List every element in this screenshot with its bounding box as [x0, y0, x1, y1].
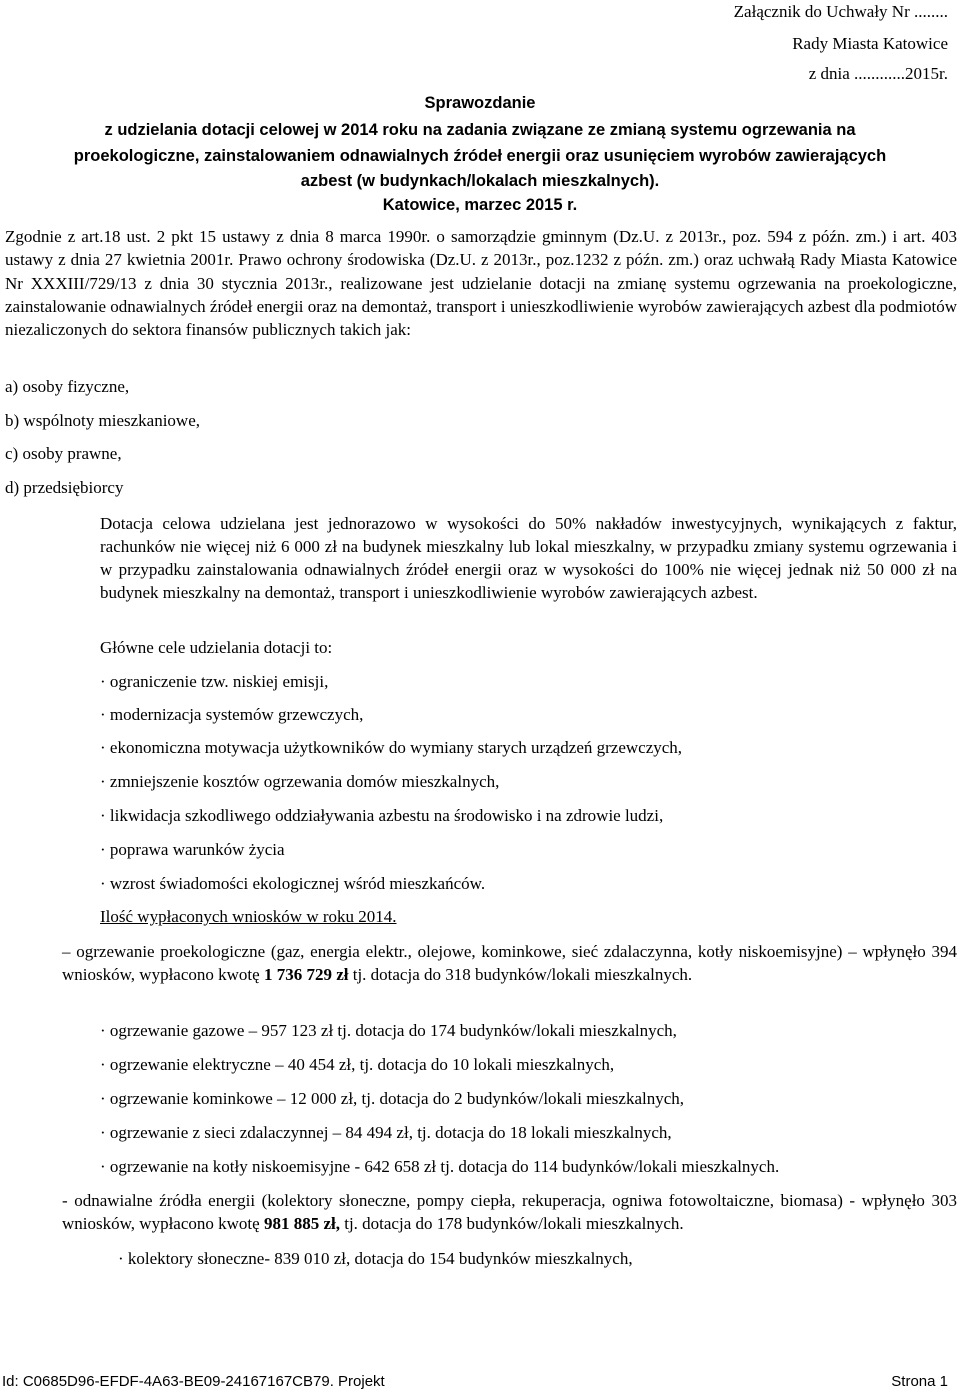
date-label: z dnia ............2015r. — [808, 64, 948, 83]
dotation-paragraph: Dotacja celowa udzielana jest jednorazowo w wysokości do 50% nakładów inwestycyjnych, wynikających z faktur, rachunków nie więcej niż 6 000 zł na budynek mieszkalny lub lokal mieszkalny, w przypadku zmiany systemu ogrzewania i w przypadku zainstalowania odnawialnych źródeł energii oraz w wysokości do 100% nie więcej jednak niż 50 000 zł na budynek mieszkalny na demontaż, transport i unieszkodliwienie wyrobów zawierających azbest. — [100, 514, 957, 602]
heating-summary — [62, 941, 957, 986]
report-title: Sprawozdanie — [424, 94, 536, 112]
goal-item: · wzrost świadomości ekologicznej wśród mieszkańców. — [100, 874, 486, 893]
goals-heading: Główne cele udzielania dotacji to: — [100, 638, 333, 657]
renewable-summary — [62, 1190, 957, 1235]
goal-item: · modernizacja systemów grzewczych, — [100, 705, 364, 724]
subject-item: c) osoby prawne, — [5, 444, 122, 463]
heating-summary-text: – ogrzewanie proekologiczne (gaz, energia elektr., olejowe, kominkowe, sieć zdalaczynna, kotły niskoemisyjne) – wpłynęło 394 wniosków, wypłacono kwotę — [62, 942, 957, 984]
report-subtitle-line1: z udzielania dotacji celowej w 2014 roku na zadania związane ze zmianą systemu ogrzewania na — [104, 121, 856, 139]
goal-item: · ekonomiczna motywacja użytkowników do wymiany starych urządzeń grzewczych, — [100, 738, 683, 757]
renewable-amount: 981 885 zł, — [263, 1213, 340, 1233]
goal-item: · likwidacja szkodliwego oddziaływania azbestu na środowisko i na zdrowie ludzi, — [100, 806, 664, 825]
renewable-item: · kolektory słoneczne- 839 010 zł, dotacja do 154 budynków mieszkalnych, — [118, 1249, 633, 1268]
renewable-summary-tail: tj. dotacja do 178 budynków/lokali mieszkalnych. — [339, 1213, 684, 1233]
heating-summary-tail: tj. dotacja do 318 budynków/lokali mieszkalnych. — [348, 964, 693, 984]
intro-paragraph: Zgodnie z art.18 ust. 2 pkt 15 ustawy z dnia 8 marca 1990r. o samorządzie gminnym (Dz.U. z 2013r., poz. 594 z późn. zm.) i art. 403 ustawy z dnia 27 kwietnia 2001r. Prawo ochrony środowiska (Dz.U. z 2013r., poz.1232 z późn. zm.) oraz uchwałą Rady Miasta Katowice Nr XXXIII/729/13 z dnia 30 stycznia 2013r., realizowane jest udzielanie dotacji na zmianę systemu ogrzewania na proekologiczne, zainstalowanie odnawialnych źródeł energii oraz na demontaż, transport i unieszkodliwienie wyrobów zawierających azbest dla podmiotów niezaliczonych do sektora finansów publicznych takich jak: — [5, 227, 957, 340]
heating-item: · ogrzewanie z sieci zdalaczynnej – 84 494 zł, tj. dotacja do 18 lokali mieszkalnych, — [100, 1123, 672, 1142]
heating-amount: 1 736 729 zł — [263, 964, 349, 984]
council-label: Rady Miasta Katowice — [792, 34, 948, 53]
page-number: Strona 1 — [891, 1373, 948, 1390]
goal-item: · poprawa warunków życia — [100, 840, 285, 859]
report-subtitle-line2: proekologiczne, zainstalowaniem odnawialnych źródeł energii oraz usunięciem wyrobów zawierających — [73, 147, 887, 165]
heating-item: · ogrzewanie gazowe – 957 123 zł tj. dotacja do 174 budynków/lokali mieszkalnych, — [100, 1021, 677, 1040]
subject-item: d) przedsiębiorcy — [5, 478, 124, 497]
subject-item: b) wspólnoty mieszkaniowe, — [5, 411, 200, 430]
document-id: Id: C0685D96-EFDF-4A63-BE09-24167167CB79. Projekt — [2, 1373, 385, 1390]
subject-item: a) osoby fizyczne, — [5, 377, 130, 396]
heating-item: · ogrzewanie na kotły niskoemisyjne - 642 658 zł tj. dotacja do 114 budynków/lokali mieszkalnych. — [100, 1157, 780, 1176]
renewable-summary-text: - odnawialne źródła energii (kolektory słoneczne, pompy ciepła, rekuperacja, ogniwa fotowoltaiczne, biomasa) - wpłynęło 303 wniosków, wypłacono kwotę — [62, 1191, 957, 1233]
report-subtitle-line3: azbest (w budynkach/lokalach mieszkalnych). — [300, 172, 660, 190]
stats-heading: Ilość wypłaconych wniosków w roku 2014. — [100, 907, 397, 926]
heating-item: · ogrzewanie kominkowe – 12 000 zł, tj. dotacja do 2 budynków/lokali mieszkalnych, — [100, 1089, 685, 1108]
heating-item: · ogrzewanie elektryczne – 40 454 zł, tj. dotacja do 10 lokali mieszkalnych, — [100, 1055, 615, 1074]
goal-item: · ograniczenie tzw. niskiej emisji, — [100, 672, 329, 691]
annex-label: Załącznik do Uchwały Nr ........ — [733, 2, 948, 21]
goal-item: · zmniejszenie kosztów ogrzewania domów mieszkalnych, — [100, 772, 500, 791]
report-place-date: Katowice, marzec 2015 r. — [382, 196, 578, 214]
